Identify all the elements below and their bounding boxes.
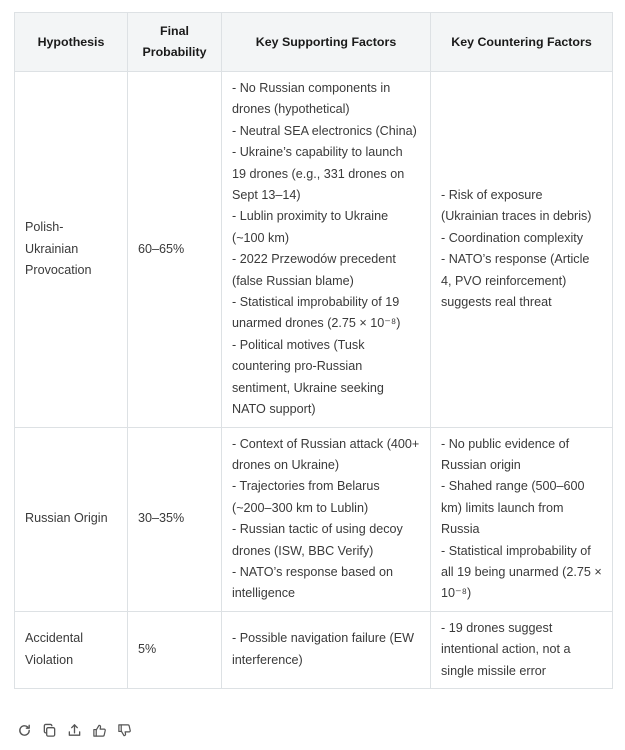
factor-item: - Statistical improbability of 19 unarmed drones (2.75 × 10⁻⁸) (232, 295, 401, 331)
message-actions (16, 722, 132, 738)
header-hypothesis (15, 13, 128, 72)
factor-item: - No Russian components in drones (hypothetical) (232, 81, 391, 117)
factor-item: - Shahed range (500–600 km) limits launch from Russia (441, 479, 585, 537)
hypothesis-line: Violation (25, 652, 74, 667)
factor-item: - Context of Russian attack (400+ drones on Ukraine) (232, 436, 420, 472)
supporting-factors-cell (222, 427, 431, 611)
header-line: Probability (142, 45, 207, 59)
factor-item: - Possible navigation failure (EW interference) (232, 631, 414, 667)
supporting-factors-cell (222, 611, 431, 688)
factor-item: - Russian tactic of using decoy drones (ISW, BBC Verify) (232, 522, 403, 558)
countering-factors-cell (431, 427, 613, 611)
hypothesis-cell (15, 72, 128, 428)
table-row (15, 72, 613, 428)
hypothesis-cell (15, 611, 128, 688)
header-line: Key Supporting Factors (255, 34, 397, 49)
header-countering-factors (431, 13, 613, 72)
header-final-probability (128, 13, 222, 72)
header-line: Final (160, 24, 189, 38)
share-icon[interactable] (66, 722, 82, 738)
factor-item: - Lublin proximity to Ukraine (~100 km) (232, 209, 389, 245)
header-line: Hypothesis (37, 34, 105, 49)
factor-item: - Statistical improbability of all 19 being unarmed (2.75 × 10⁻⁸) (441, 543, 602, 601)
factor-item: - Trajectories from Belarus (~200–300 km to Lublin) (232, 479, 380, 515)
hypothesis-table (14, 12, 613, 689)
factor-item: - Ukraine’s capability to launch 19 drones (e.g., 331 drones on Sept 13–14) (232, 145, 405, 203)
factor-item: - No public evidence of Russian origin (441, 436, 570, 472)
regenerate-icon[interactable] (16, 722, 32, 738)
probability-cell: 60–65% (128, 72, 222, 428)
message-content (14, 12, 612, 689)
table-header-row (15, 13, 613, 72)
hypothesis-line: Polish- (25, 220, 64, 235)
hypothesis-line: Russian Origin (25, 511, 108, 526)
hypothesis-line: Accidental (25, 631, 84, 646)
hypothesis-line: Provocation (25, 262, 92, 277)
probability-cell: 5% (128, 611, 222, 688)
factor-item: - 2022 Przewodów precedent (false Russian blame) (232, 252, 396, 288)
factor-item: - 19 drones suggest intentional action, not a single missile error (441, 620, 571, 678)
factor-item: - Political motives (Tusk countering pro-Russian sentiment, Ukraine seeking NATO support) (232, 337, 384, 417)
factor-item: - Coordination complexity (441, 230, 584, 245)
factor-item: - Neutral SEA electronics (China) (232, 123, 417, 138)
factor-item: - NATO’s response based on intelligence (232, 564, 394, 601)
hypothesis-cell (15, 427, 128, 611)
factor-item: - NATO’s response (Article 4, PVO reinforcement) suggests real threat (441, 252, 590, 310)
hypothesis-line: Ukrainian (25, 241, 79, 256)
header-line: Key Countering Factors (451, 34, 592, 49)
thumbs-up-icon[interactable] (91, 722, 107, 738)
countering-factors-cell (431, 72, 613, 428)
factor-item: - Risk of exposure (Ukrainian traces in debris) (441, 188, 592, 224)
supporting-factors-cell (222, 72, 431, 428)
thumbs-down-icon[interactable] (116, 722, 132, 738)
table-row (15, 427, 613, 611)
header-supporting-factors (222, 13, 431, 72)
table-row (15, 611, 613, 688)
countering-factors-cell (431, 611, 613, 688)
probability-cell: 30–35% (128, 427, 222, 611)
copy-icon[interactable] (41, 722, 57, 738)
